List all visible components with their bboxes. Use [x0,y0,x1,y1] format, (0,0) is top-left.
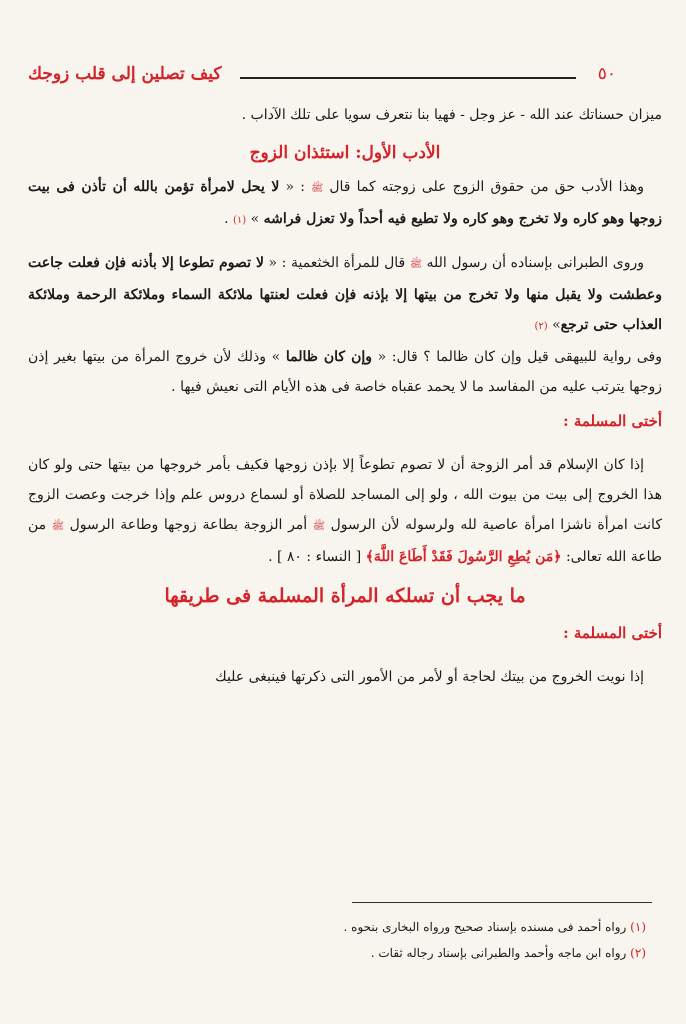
p1-quote-close: » [246,211,264,227]
footnote-1 [40,914,646,940]
spacer [28,650,662,662]
spacer [28,438,662,450]
paragraph-3 [28,342,662,402]
salutation-mark: ﷺ [312,521,325,532]
book-title: كيف تصلين إلى قلب زوجك [28,64,222,84]
header-rule [240,77,576,79]
footnote-text: رواه ابن ماجه وأحمد والطبرانى بإسناد رجاله ثقات . [370,946,627,960]
salutation-mark: ﷺ [409,259,422,270]
intro-line: ميزان حسناتك عند الله - عز وجل - فهيا بنا نتعرف سويا على تلك الآداب . [241,107,662,123]
section-heading: الأدب الأول: استئذان الزوج [249,143,441,163]
page-number: ٥٠ [597,64,616,84]
paragraph-5: إذا نويت الخروج من بيتك لحاجة أو لأمر من الأمور التى ذكرتها فينبغى عليك [215,669,644,685]
p1-hadith: لا يحل لامرأة تؤمن بالله أن تأذن فى بيت زوجها وهو كاره ولا تخرج وهو كاره ولا تطيع فيه أحداً ولا تعزل فراشه [28,179,662,227]
footnote-ref-2: (٢) [534,321,548,332]
p3-text-b: » وذلك لأن خروج المرأة من بيتها بغير إذن زوجها يترتب عليه من المفاسد ما لا يحمد عقباه خاصة فى هذه الأيام التى نعيش فيها . [28,349,662,395]
p4-text-c: من طاعة الله تعالى: [28,517,662,565]
page-body [28,100,662,692]
running-header [28,64,660,88]
salutation-mark: ﷺ [51,521,64,532]
footnote-number: (٢) [630,946,646,960]
subheading-sister-2: أختى المسلمة : [563,624,662,642]
paragraph-2 [28,248,662,342]
p3-hadith: وإن كان ظالما [285,349,373,365]
p2-text-b: قال للمرأة الخثعمية : « [263,255,406,271]
p2-text: وروى الطبرانى بإسناده أن رسول الله [426,255,645,271]
spacer [28,236,662,248]
verse-citation: [ النساء : ٨٠ ] . [268,549,362,565]
p2-quote-close: » [547,317,561,333]
footnote-ref-1: (١) [233,215,247,226]
p3-text: وفى رواية للبيهقى قيل وإن كان ظالما ؟ قال: « [372,349,662,365]
paragraph-1 [28,172,662,236]
quran-verse: ﴿مَن يُطِعِ الرَّسُولَ فَقَدْ أَطَاعَ اللَّهَ﴾ [365,549,562,565]
footnote-text: رواه أحمد فى مسنده بإسناد صحيح ورواه البخارى بنحوه . [343,920,627,934]
p1-stop: . [224,211,233,227]
p1-text: وهذا الأدب حق من حقوق الزوج على زوجته كما قال [329,179,644,195]
salutation-mark: ﷺ [311,183,324,194]
p1-quote-open: : « [279,179,305,195]
p2-hadith: لا تصوم تطوعا إلا بأذنه فإن فعلت جاعت وعطشت ولا يقبل منها ولا تخرج من بيتها إلا بإذنه فإن فعلت لعنتها ملائكة السماء وملائكة الرحمة وملائكة العذاب حتى ترجع [28,255,662,333]
paragraph-4 [28,450,662,572]
footnote-rule [352,902,652,903]
footnote-2 [40,940,646,966]
footnotes [40,914,646,966]
p4-text: إذا كان الإسلام قد أمر الزوجة أن لا تصوم تطوعاً إلا بإذن زوجها فكيف بأمر خروجها من بيتها حتى ولو كان هذا الخروج إلى بيت من بيوت الله ، ولو إلى المساجد للصلاة أو لسماع دروس علم وإذا خرجت وعصت الزوج كانت امرأة ناشزا امرأة عاصية لله ولرسوله لأن الرسول [28,457,662,533]
subheading-sister: أختى المسلمة : [563,412,662,430]
footnote-number: (١) [630,920,646,934]
p4-text-b: أمر الزوجة بطاعة زوجها وطاعة الرسول [69,517,308,533]
chapter-heading: ما يجب أن تسلكه المرأة المسلمة فى طريقها [164,585,526,607]
